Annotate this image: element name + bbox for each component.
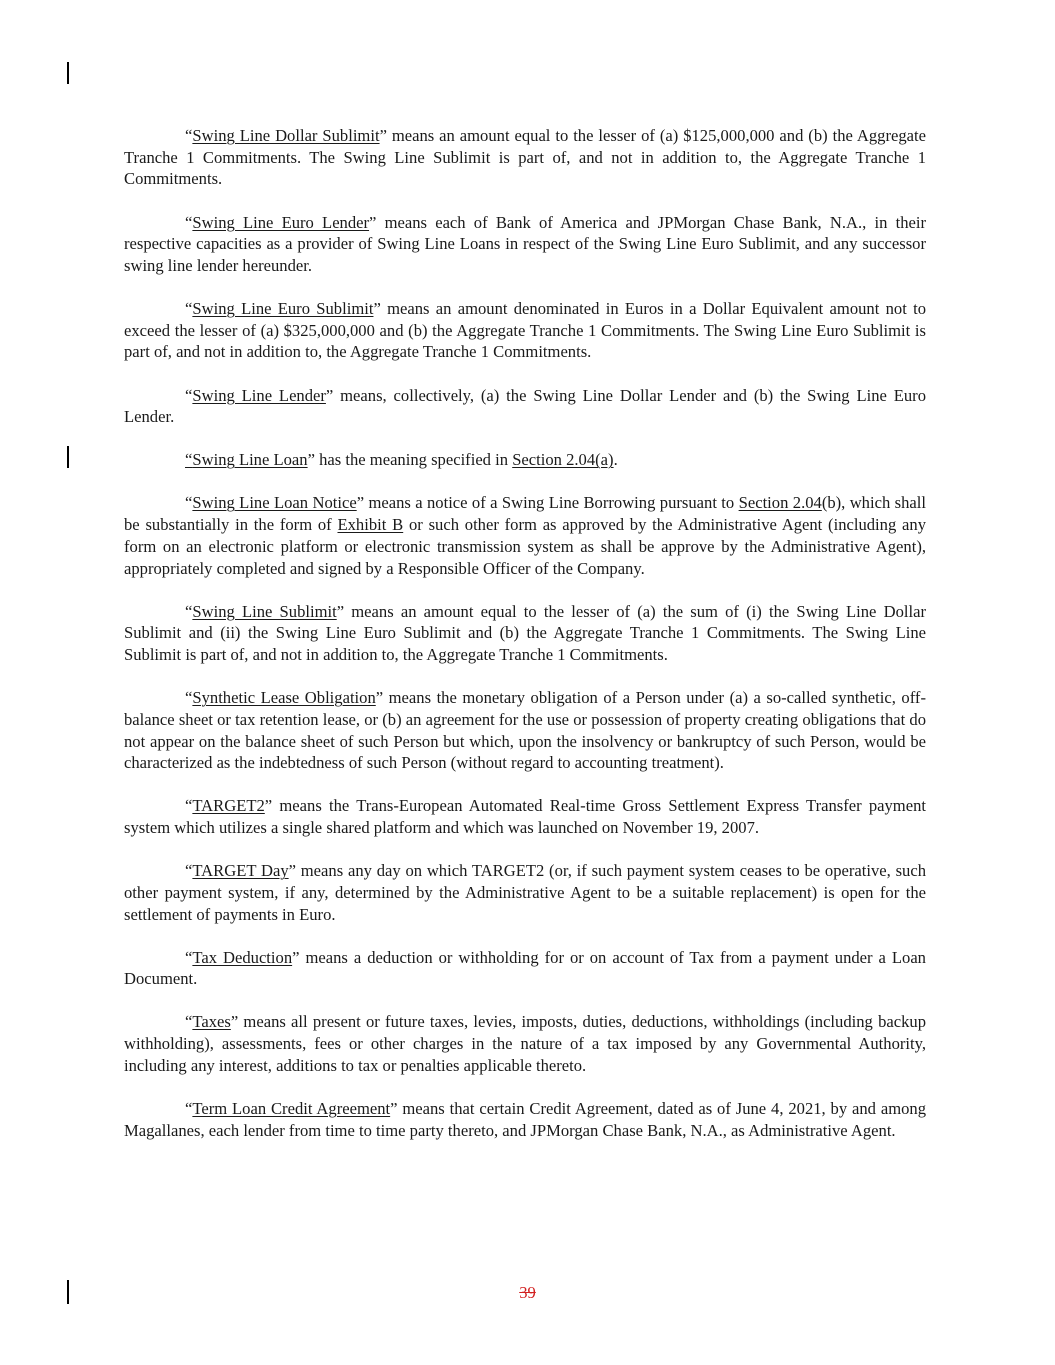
definition-paragraph (124, 298, 926, 363)
paragraph-text: ” means that certain Credit Agreement, dated as of June 4, 2021, by and among Magallanes, each lender from time to time party thereto, and JPMorgan Chase Bank, N.A., as Administrative Agent. (124, 1098, 927, 1140)
paragraph-text: “ (185, 126, 193, 145)
underlined-term: Tax Deduction (192, 947, 293, 967)
underlined-term: Swing Line Euro Lender (192, 212, 370, 232)
paragraph-text: “ (185, 299, 193, 318)
definition-paragraph (124, 385, 926, 428)
underlined-term: Swing Line Sublimit (192, 601, 337, 621)
definition-paragraph (124, 212, 926, 277)
paragraph-text: ” has the meaning specified in (307, 450, 513, 470)
underlined-term: Synthetic Lease Obligation (192, 688, 376, 708)
underlined-term: TARGET2 (192, 796, 265, 816)
paragraph-text: ” means any day on which TARGET2 (or, if such payment system ceases to be operative, such other payment system, if any, determined by the Administrative Agent to be a suitable replacement) is open for the settlement of payments in Euro. (124, 861, 926, 924)
underlined-term: Term Loan Credit Agreement (192, 1098, 391, 1118)
paragraph-text: “ (185, 385, 193, 405)
paragraph-text: “ (185, 1012, 193, 1032)
underlined-term: Swing Line Euro Sublimit (192, 299, 374, 318)
definition-paragraph (124, 492, 926, 579)
underlined-term: Swing Line Dollar Sublimit (192, 126, 380, 145)
definition-paragraph (124, 601, 926, 666)
definition-paragraph (124, 1098, 926, 1141)
underlined-term: Swing Line Loan (192, 450, 308, 470)
underlined-term: Taxes (192, 1012, 231, 1032)
document-page (124, 125, 926, 1163)
change-bar-top (67, 62, 69, 84)
paragraph-text: ” means each of Bank of America and JPMorgan Chase Bank, N.A., in their respective capacities as a provider of Swing Line Loans in respect of the Swing Line Euro Sublimit, and any successor swing line lender hereunder. (124, 212, 927, 275)
paragraph-text: “ (185, 1098, 193, 1118)
underlined-term: Swing Line Loan Notice (192, 493, 357, 513)
paragraph-text: . (613, 450, 618, 470)
underlined-term: “ (185, 450, 193, 470)
paragraph-text: “ (185, 688, 193, 708)
definition-paragraph (124, 860, 926, 925)
underlined-term: Section 2.04(a) (512, 450, 614, 470)
change-bar-middle (67, 446, 69, 468)
paragraph-text: ” means an amount equal to the lesser of (a) $125,000,000 and (b) the Aggregate Tranche 1 Commitments. The Swing Line Sublimit is part of, and not in addition to, the Aggregate Tranche 1 Commitments. (124, 126, 926, 189)
definition-paragraph (124, 795, 926, 838)
paragraph-text: ” means a deduction or withholding for or on account of Tax from a payment under a Loan Document. (124, 947, 926, 989)
paragraph-text: or such other form as approved by the Administrative Agent (including any form on an electronic platform or electronic transmission system as shall be approve by the Administrative Agent), appropriately completed and signed by a Responsible Officer of the Company. (124, 515, 927, 578)
definition-paragraph (124, 687, 926, 774)
paragraph-text: “ (185, 212, 193, 232)
paragraph-text: ” means all present or future taxes, levies, imposts, duties, deductions, withholdings (including backup withholding), assessments, fees or other charges in the nature of a tax imposed by any Governmental Authority, including any interest, additions to tax or penalties applicable thereto. (124, 1012, 926, 1075)
definition-paragraph (124, 947, 926, 990)
underlined-term: Section 2.04 (738, 493, 822, 513)
definition-paragraph (124, 125, 926, 190)
underlined-term: Swing Line Lender (192, 385, 326, 405)
paragraph-text: ” means an amount equal to the lesser of (a) the sum of (i) the Swing Line Dollar Sublimit and (ii) the Swing Line Euro Sublimit and (b) the Aggregate Tranche 1 Commitments. The Swing Line Sublimit is part of, and not in addition to, the Aggregate Tranche 1 Commitments. (124, 601, 926, 664)
paragraph-text: ” means, collectively, (a) the Swing Line Dollar Lender and (b) the Swing Line Euro Lender. (124, 385, 926, 427)
paragraph-text: “ (185, 861, 193, 881)
paragraph-text: (b), which shall be substantially in the form of (124, 493, 926, 535)
underlined-term: TARGET Day (192, 861, 289, 881)
paragraph-text: “ (185, 493, 193, 513)
definition-paragraph (124, 1011, 926, 1076)
underlined-term: Exhibit B (337, 515, 404, 535)
paragraph-text: “ (185, 947, 193, 967)
paragraph-text: ” means the Trans-European Automated Real-time Gross Settlement Express Transfer payment system which utilizes a single shared platform and which was launched on November 19, 2007. (124, 796, 926, 837)
page-number: 39 (519, 1283, 536, 1302)
paragraph-text: “ (185, 796, 193, 816)
paragraph-text: ” means an amount denominated in Euros in a Dollar Equivalent amount not to exceed the lesser of (a) $325,000,000 and (b) the Aggregate Tranche 1 Commitments. The Swing Line Euro Sublimit is part of, and not in addition to, the Aggregate Tranche 1 Commitments. (124, 299, 926, 362)
paragraph-text: “ (185, 601, 193, 621)
definition-paragraph (124, 449, 926, 471)
paragraph-text: ” means the monetary obligation of a Person under (a) a so-called synthetic, off-balance sheet or tax retention lease, or (b) an agreement for the use or possession of property creating obligations that do not appear on the balance sheet of such Person but which, upon the insolvency or bankruptcy of such Person, would be characterized as the indebtedness of such Person (without regard to accounting treatment). (124, 688, 926, 773)
paragraph-text: ” means a notice of a Swing Line Borrowing pursuant to (356, 493, 739, 513)
